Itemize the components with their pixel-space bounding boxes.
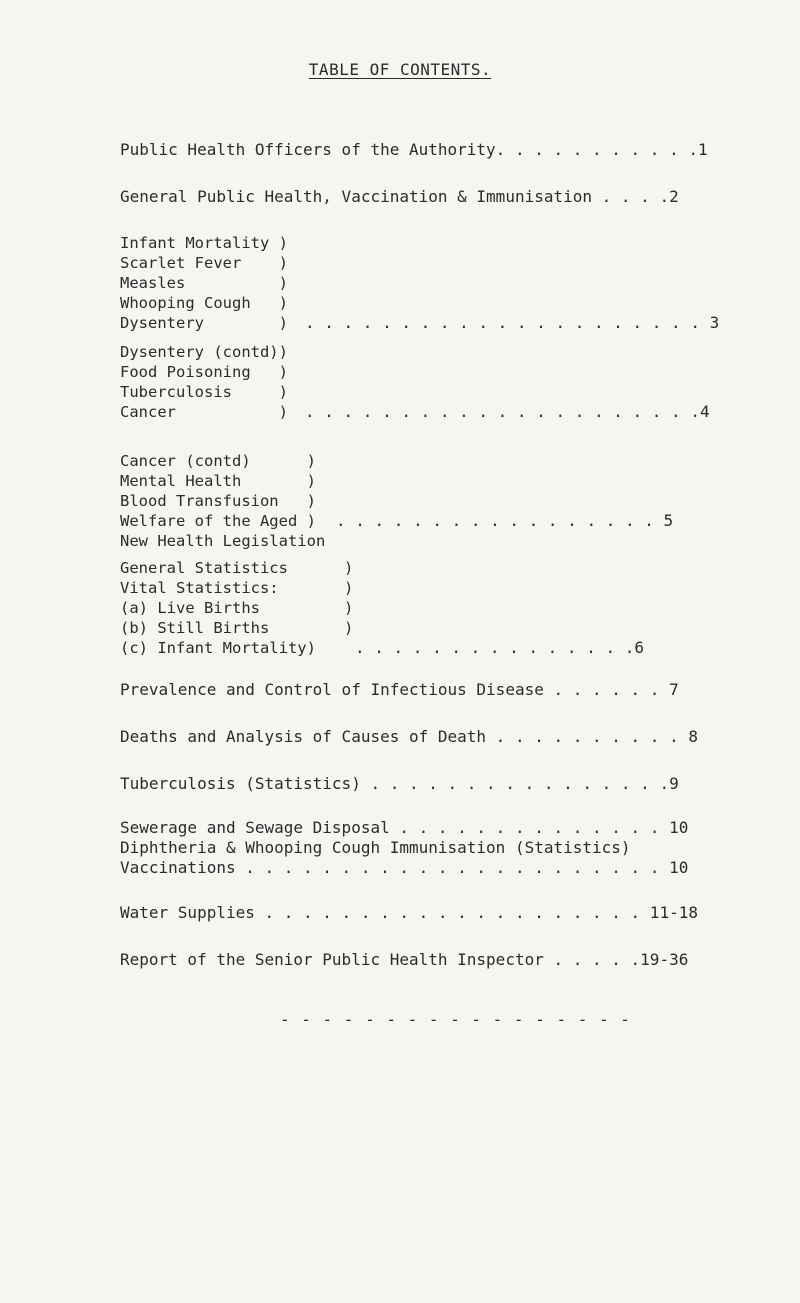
toc-entry-public-health-officers: Public Health Officers of the Authority. . . . . . . . . . .1: [120, 140, 708, 159]
toc-leader-page-3: . . . . . . . . . . . . . . . . . . . . . 3: [305, 313, 720, 332]
toc-group-page-4: [120, 342, 288, 422]
toc-entry-tuberculosis-statistics: Tuberculosis (Statistics) . . . . . . . . . . . . . . . .9: [120, 774, 679, 793]
toc-group-line: Vital Statistics: ): [120, 579, 354, 597]
toc-entry-water-supplies: Water Supplies . . . . . . . . . . . . . . . . . . . . 11-18: [120, 903, 698, 922]
toc-group-line: Blood Transfusion ): [120, 492, 316, 510]
toc-entry-sewerage: Sewerage and Sewage Disposal . . . . . . . . . . . . . . 10: [120, 818, 689, 837]
toc-group-line: Tuberculosis ): [120, 383, 288, 401]
toc-group-line: Cancer (contd) ): [120, 452, 316, 470]
toc-group-line: Dysentery ): [120, 314, 288, 332]
toc-group-page-5: [120, 451, 325, 551]
toc-group-line: Measles ): [120, 274, 288, 292]
toc-leader-page-5: . . . . . . . . . . . . . . . . . 5: [336, 511, 674, 530]
toc-group-page-6: [120, 558, 353, 658]
toc-group-line: Infant Mortality ): [120, 234, 288, 252]
toc-group-line: Welfare of the Aged ): [120, 512, 316, 530]
toc-group-line: (c) Infant Mortality): [120, 639, 316, 657]
footer-dashed-rule: - - - - - - - - - - - - - - - - -: [280, 1010, 631, 1029]
toc-group-line: Scarlet Fever ): [120, 254, 288, 272]
toc-entry-general-public-health: General Public Health, Vaccination & Immunisation . . . .2: [120, 187, 679, 206]
toc-group-line: Cancer ): [120, 403, 288, 421]
toc-leader-page-4: . . . . . . . . . . . . . . . . . . . . .4: [305, 402, 710, 421]
toc-group-line: New Health Legislation: [120, 532, 326, 550]
toc-entry-senior-inspector-report: Report of the Senior Public Health Inspector . . . . .19-36: [120, 950, 689, 969]
toc-entry-infectious-disease: Prevalence and Control of Infectious Disease . . . . . . 7: [120, 680, 679, 699]
toc-entry-diphtheria: Diphtheria & Whooping Cough Immunisation (Statistics): [120, 838, 631, 857]
toc-group-page-3: [120, 233, 288, 333]
toc-entry-vaccinations: Vaccinations . . . . . . . . . . . . . . . . . . . . . . 10: [120, 858, 689, 877]
toc-group-line: Whooping Cough ): [120, 294, 288, 312]
toc-leader-page-6: . . . . . . . . . . . . . . .6: [355, 638, 644, 657]
title-text: TABLE OF CONTENTS.: [308, 60, 492, 79]
toc-group-line: Dysentery (contd)): [120, 343, 288, 361]
toc-entry-causes-of-death: Deaths and Analysis of Causes of Death . . . . . . . . . . 8: [120, 727, 698, 746]
toc-group-line: (b) Still Births ): [120, 619, 354, 637]
toc-group-line: Mental Health ): [120, 472, 316, 490]
toc-group-line: (a) Live Births ): [120, 599, 354, 617]
page-title: [0, 60, 800, 79]
toc-group-line: Food Poisoning ): [120, 363, 288, 381]
toc-group-line: General Statistics ): [120, 559, 354, 577]
